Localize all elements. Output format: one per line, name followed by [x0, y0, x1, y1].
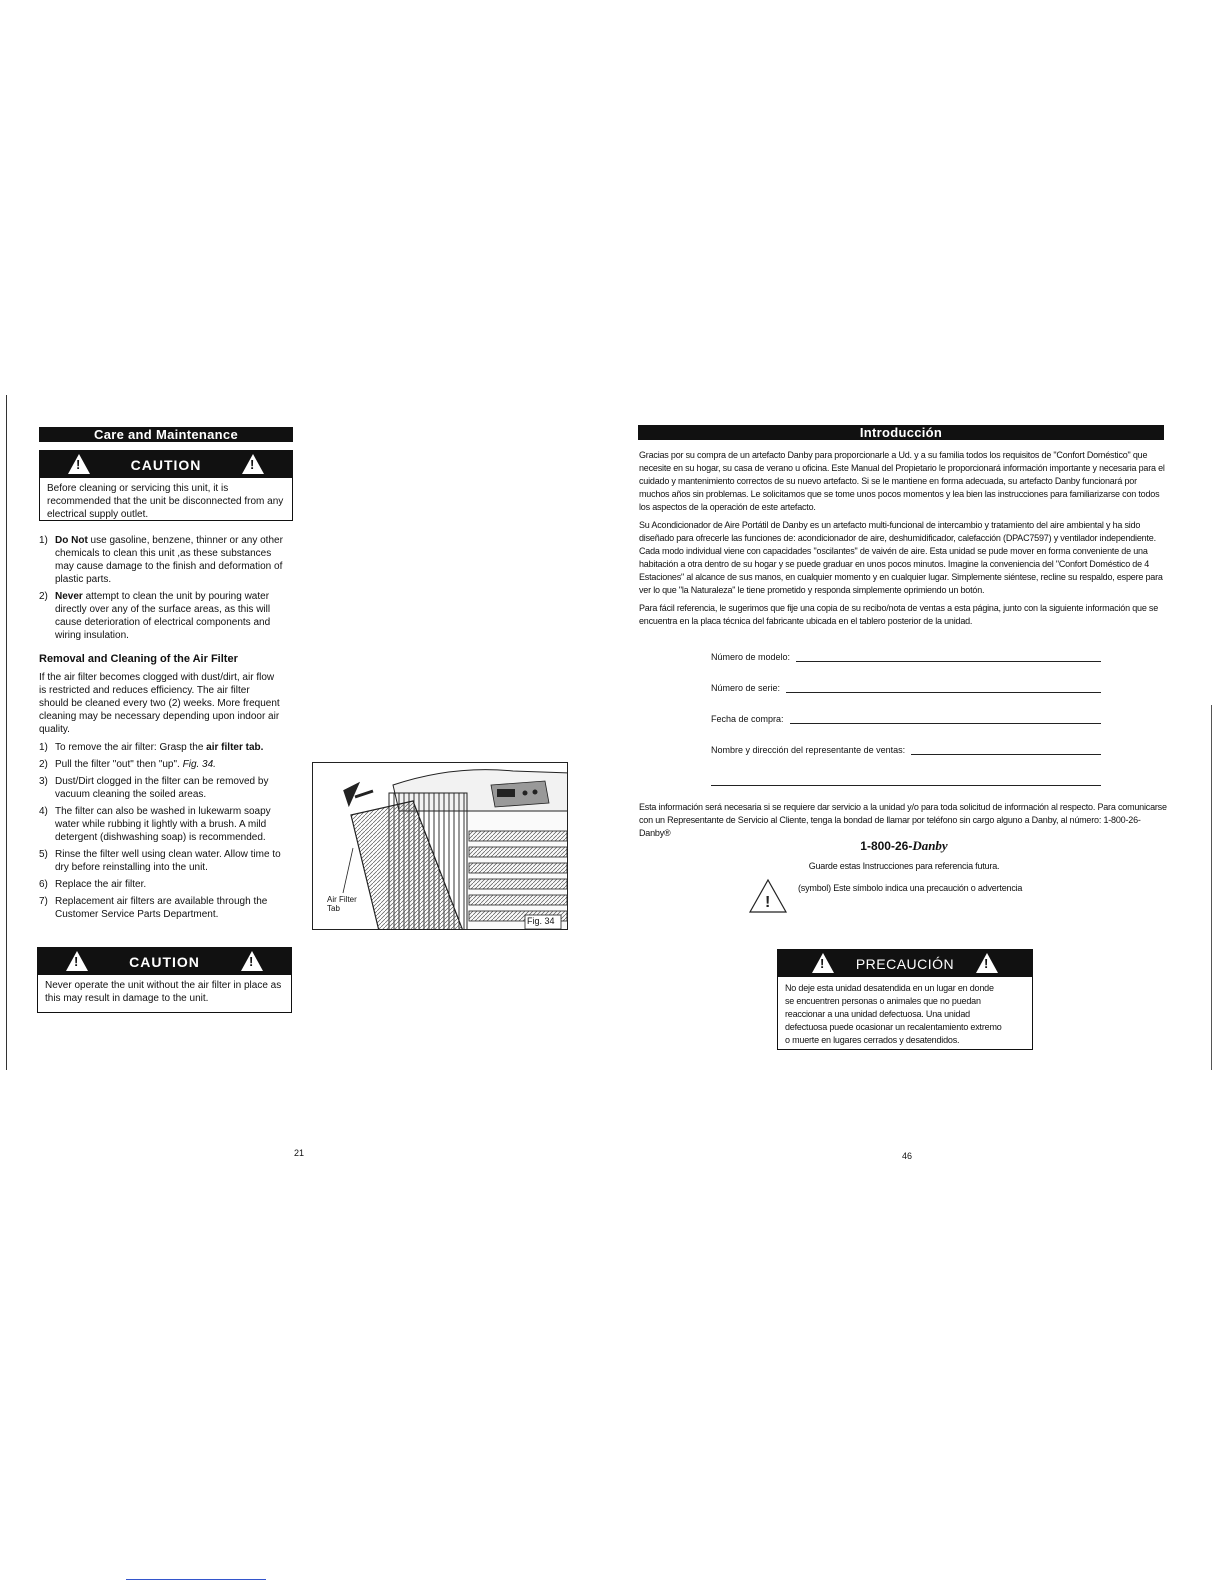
- precaution-box: [777, 949, 1033, 1050]
- step-text: Replacement air filters are available through the Customer Service Parts Department.: [55, 896, 268, 920]
- list-item: [39, 590, 291, 642]
- symbol-note: (symbol) Este símbolo indica una precaución o advertencia: [798, 883, 1023, 893]
- model-number-label: Número de modelo:: [711, 652, 791, 662]
- filter-steps-list: [39, 741, 291, 925]
- info-paragraph: Esta información será necesaria si se requiere dar servicio a la unidad y/o para toda solicitud de información al respecto. Para comunicarse con un Representante de Servicio al Cliente, tenga la bondad de llamar por teléfono sin cargo alguno a Danby, al número: 1-800-26-Danby®: [639, 802, 1167, 838]
- warning-text: attempt to clean the unit by pouring water directly over any of the surface areas, as this will cause deterioration of electrical components and wiring insulation.: [55, 591, 271, 641]
- filter-tab-label-line1: Air Filter: [327, 895, 357, 904]
- warning-emphasis: Do Not: [55, 535, 88, 546]
- warning-triangle-icon: [68, 454, 90, 474]
- list-item: [39, 741, 291, 754]
- list-number: 2): [39, 591, 48, 602]
- warning-triangle-icon: [66, 951, 88, 971]
- list-item: [39, 895, 291, 921]
- list-number: 7): [39, 896, 48, 907]
- list-number: 2): [39, 759, 48, 770]
- serial-number-field[interactable]: [711, 677, 1101, 693]
- phone-number: [639, 838, 1169, 854]
- model-number-line[interactable]: [796, 651, 1101, 662]
- svg-text:!: !: [765, 894, 771, 911]
- step-emphasis: air filter tab.: [206, 742, 264, 753]
- intro-paragraph-3: Para fácil referencia, le sugerimos que fije una copia de su recibo/nota de ventas a esta página, junto con la siguiente información que se encuentra en la placa técnica del fabricante ubicada en el tablero posterior de la unidad.: [639, 603, 1159, 626]
- list-number: 4): [39, 806, 48, 817]
- purchase-date-label: Fecha de compra:: [711, 714, 784, 724]
- step-text: Pull the filter "out" then "up".: [55, 759, 183, 770]
- figure-caption: Fig. 34: [527, 916, 555, 926]
- phone-prefix: 1-800-26-: [860, 839, 913, 853]
- step-text: Dust/Dirt clogged in the filter can be removed by vacuum cleaning the soiled areas.: [55, 776, 269, 800]
- bottom-divider: [126, 1579, 266, 1580]
- step-text: The filter can also be washed in lukewarm soapy water while rubbing it lightly with a brush. A mild detergent (dishwashing soap) is recommended.: [55, 806, 271, 843]
- list-item: [39, 534, 291, 586]
- list-item: [39, 848, 291, 874]
- warning-emphasis: Never: [55, 591, 83, 602]
- filter-intro: If the air filter becomes clogged with dust/dirt, air flow is restricted and reduces efficiency. The air filter should be cleaned every two (2) weeks. More frequent cleaning may be necessary depending upon indoor air quality.: [39, 672, 280, 735]
- registration-form: [711, 646, 1101, 786]
- keep-instructions: Guarde estas Instrucciones para referencia futura.: [808, 861, 1000, 871]
- danby-brand: Danby: [912, 838, 948, 853]
- warnings-list: [39, 534, 291, 646]
- step-text: To remove the air filter: Grasp the: [55, 742, 207, 753]
- caution-box-2: [37, 947, 292, 1013]
- precaution-text: No deje esta unidad desatendida en un lugar en donde se encuentren personas o animales que no puedan reaccionar a una unidad defectuosa. Una unidad defectuosa puede ocasionar un recalentamiento extremo o muerte en lugares cerrados y desatendidos.: [785, 983, 1002, 1045]
- filter-heading: Removal and Cleaning of the Air Filter: [39, 653, 238, 665]
- warning-triangle-icon: [748, 878, 788, 914]
- step-text: Rinse the filter well using clean water. Allow time to dry before reinstalling into the unit.: [55, 849, 281, 873]
- caution-text: Never operate the unit without the air filter in place as this may result in damage to the unit.: [45, 980, 282, 1004]
- warning-triangle-icon: [812, 953, 834, 973]
- warning-triangle-icon: [242, 454, 264, 474]
- warning-triangle-icon: [241, 951, 263, 971]
- list-item: [39, 805, 291, 844]
- list-number: 1): [39, 742, 48, 753]
- model-number-field[interactable]: [711, 646, 1101, 662]
- caution-bar: [778, 950, 1032, 977]
- list-item: [39, 878, 291, 891]
- caution-bar: [38, 948, 291, 975]
- step-figure-ref: Fig. 34.: [182, 759, 216, 770]
- warning-triangle-icon: [976, 953, 998, 973]
- pull-arrow-icon: [345, 785, 373, 803]
- purchase-date-line[interactable]: [790, 713, 1101, 724]
- dealer-extra-field[interactable]: [711, 770, 1101, 786]
- precaution-title: PRECAUCIÓN: [855, 955, 955, 972]
- serial-number-line[interactable]: [786, 682, 1101, 693]
- step-text: Replace the air filter.: [55, 879, 147, 890]
- warning-text: use gasoline, benzene, thinner or any other chemicals to clean this unit ,as these substances may cause damage to the finish and deformation of plastic parts.: [55, 535, 283, 585]
- caution-box-1: [39, 450, 293, 521]
- caution-bar: [40, 451, 292, 478]
- dealer-label: Nombre y dirección del representante de ventas:: [711, 745, 906, 755]
- serial-number-label: Número de serie:: [711, 683, 781, 693]
- list-number: 3): [39, 776, 48, 787]
- list-number: 6): [39, 879, 48, 890]
- list-item: [39, 775, 291, 801]
- figure-34: [312, 762, 568, 930]
- intro-paragraph-2: Su Acondicionador de Aire Portátil de Danby es un artefacto multi-funcional de intercambio y tratamiento del aire ambiental y ha sido diseñado para ofrecerle las funciones de: acondicionador de aire, deshumidificador, calefacción (DPAC7597) y ventilador independiente. Cada modo individual viene con capacidades "oscilantes" de vaivén de aire. Esta unidad se pude mover en forma conveniente de una habitación a otra dentro de su hogar y se puede graduar en unos pocos minutos. Imagine la conveniencia del "Confort Doméstico de 4 Estaciones" al alcance de sus manos, en cualquier momento y en cualquier lugar. Simplemente siéntese, recline su respaldo, espere para ver lo que "la Naturaleza" le tiene prometido y responda simplemente oprimiendo un botón.: [639, 520, 1163, 595]
- filter-tab-label-line2: Tab: [327, 904, 340, 913]
- dealer-field[interactable]: [711, 739, 1101, 755]
- page-number-left: 21: [294, 1148, 305, 1158]
- care-maintenance-header: Care and Maintenance: [39, 427, 293, 442]
- right-page-edge: [1211, 705, 1212, 1070]
- left-page-edge: [6, 395, 7, 1070]
- intro-paragraph-1: Gracias por su compra de un artefacto Danby para proporcionarle a Ud. y a su familia todos los requisitos de "Confort Doméstico" que necesite en su hogar, su casa de verano u oficina. Este Manual del Propietario le proporcionará información importante y necesaria para el cuidado y mantenimiento correctos de su nuevo artefacto. Si se le mantiene en forma adecuada, su artefacto Danby funcionará por muchos años sin problemas. Le solicitamos que se tome unos pocos momentos y lea bien las instrucciones para familiarizarse con todos los aspectos de la operación de este artefacto.: [639, 450, 1165, 512]
- list-number: 5): [39, 849, 48, 860]
- dealer-line[interactable]: [911, 744, 1101, 755]
- page-number-right: 46: [902, 1151, 913, 1161]
- dealer-extra-line[interactable]: [711, 775, 1101, 786]
- list-item: [39, 758, 291, 771]
- caution-text: Before cleaning or servicing this unit, it is recommended that the unit be disconnected from any electrical supply outlet.: [47, 483, 284, 520]
- caution-title: CAUTION: [129, 953, 200, 970]
- purchase-date-field[interactable]: [711, 708, 1101, 724]
- caution-title: CAUTION: [130, 456, 202, 473]
- list-number: 1): [39, 535, 48, 546]
- introduccion-header: Introducción: [638, 425, 1164, 440]
- filter-tab-label: [327, 895, 357, 913]
